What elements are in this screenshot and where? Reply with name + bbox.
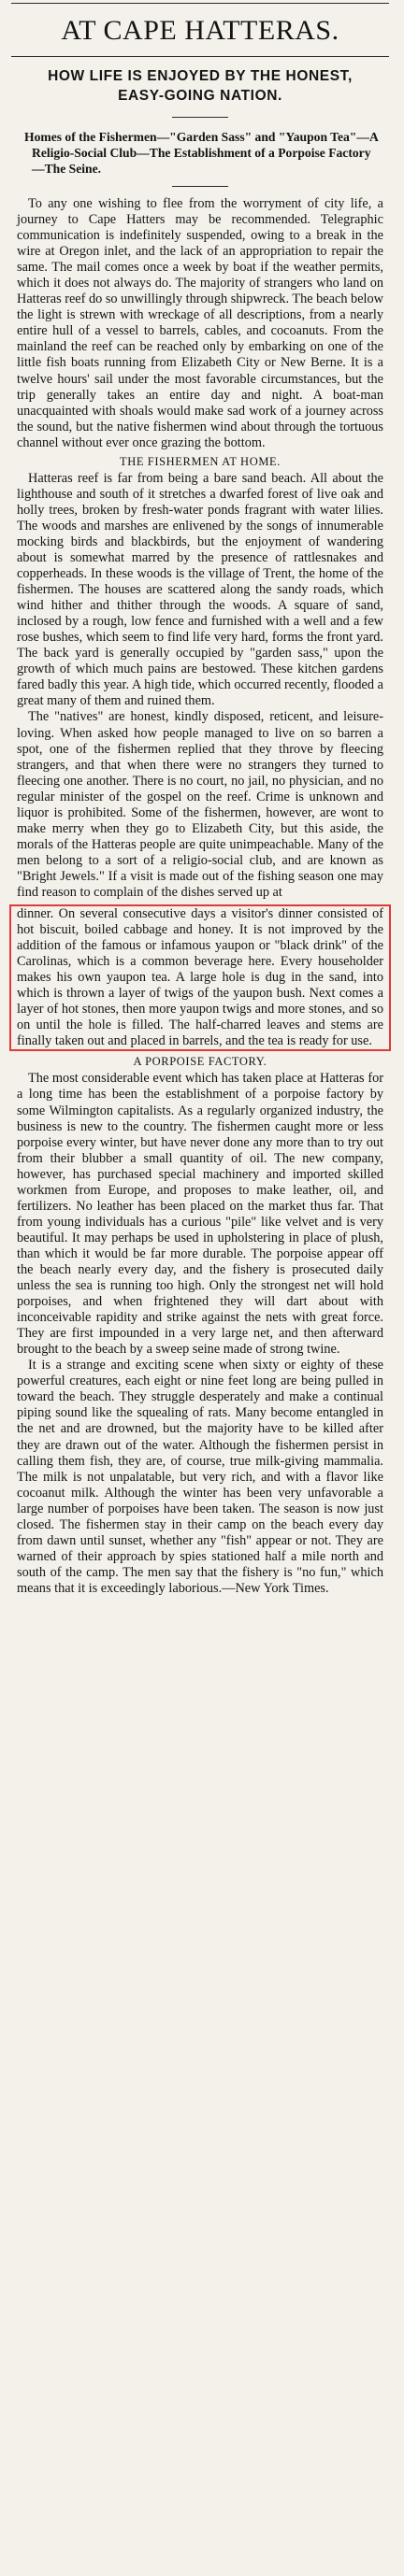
- top-rule: [11, 3, 389, 4]
- paragraph-home-2: The "natives" are honest, kindly disposed, reticent, and leisure-loving. When asked how people managed to live on so barren a spot, one of the fishermen replied that they throve by fleecing strangers, and that when there were no strangers they turned to fleecing one another. There is no court, no jail, no physician, and no regular minister of the gospel on the reef. Crime is unknown and liquor is prohibited. Some of the fishermen, however, are wont to make merry when they go to Elizabeth City, but this aside, the morals of the Hatteras people are quite unimpeachable. Many of the men belong to a sort of a religio-social club, and are known as "Bright Jewels." If a visit is made out of the fishing season one may find reason to complain of the dishes served up at: [17, 709, 383, 900]
- article-deck: Homes of the Fishermen—"Garden Sass" and "Yaupon Tea"—A Religio-Social Club—The Establishment of a Porpoise Factory—The Seine.: [24, 130, 379, 176]
- paragraph-factory-1: The most considerable event which has taken place at Hatteras for a long time has been the establishment of a porpoise factory by some Wilmington capitalists. As a regularly organized industry, the business is new to the country. The fishermen caught more or less porpoise every winter, but have never done any more than to try out from their blubber a small quantity of oil. The new company, however, has purchased special machinery and imported skilled workmen from Europe, and proposes to make leather, oil, and fertilizers. No leather has been placed on the market thus far. That from young individuals has a curious "pile" like velvet and is very beautiful. It may perhaps be used in upholstering in place of plush, than which it would be far more durable. The porpoise appear off the beach nearly every day, and the fishery is prosecuted daily unless the sea is running too high. Only the strongest net will hold porpoises, and when frightened they will dart about with inconceivable rapidity and strike against the nets with great force. They are first impounded in a very large net, and then afterward brought to the beach by a sweep seine made of strong twine.: [17, 1071, 383, 1358]
- subhead-fishermen-at-home: THE FISHERMEN AT HOME.: [119, 454, 281, 468]
- article-subtitle: HOW LIFE IS ENJOYED BY THE HONEST, EASY-GOING NATION.: [48, 68, 353, 104]
- paragraph-factory-2: It is a strange and exciting scene when sixty or eighty of these powerful creatures, each eight or nine feet long are being pulled in toward the beach. They struggle desperately and make a continual piping sound like the squealing of rats. Many become entangled in the net and are drowned, but the majority have to be killed after they are drawn out of the water. Although the fishermen persist in calling them fish, they are, of course, true milk-giving mammalia. The milk is not unpalatable, but very rich, and with a flavor like cocoanut milk. Although the winter has been very unfavorable a large number of porpoises have been taken. The season is now just closed. The fishermen stay in their camp on the beach every day from dawn until sunset, whether any "fish" appear or not. They are warned of their approach by spies stationed half a mile north and south of the camp. The men say that the fishery is "no fun," which means that it is exceedingly laborious.—New York Times.: [17, 1358, 383, 1596]
- highlighted-passage: dinner. On several consecutive days a visitor's dinner consisted of hot biscuit, boiled cabbage and honey. It is not improved by the addition of the famous or infamous yaupon or "black drink" of the Carolinas, which is a common beverage here. Every householder makes his own yaupon tea. A large hole is dug in the sand, into which is thrown a layer of twigs of the yaupon bush. Next comes a layer of hot stones, then more yaupon twigs and more stones, and so on until the hole is filled. The half-charred leaves and stems are finally taken out and placed in barrels, and the tea is ready for use.: [17, 906, 383, 1049]
- subhead-porpoise-factory: A PORPOISE FACTORY.: [133, 1055, 267, 1069]
- subtitle-rule: [172, 117, 228, 118]
- paragraph-intro: To any one wishing to flee from the worryment of city life, a journey to Cape Hatters may be recommended. Telegraphic communication is indefinitely suspended, owing to a break in the wire at Oregon inlet, and the lack of an appropriation to repair the same. The mail comes once a week by boat if the weather permits, which it does not always do. The majority of strangers who land on Hatteras reef do so unwillingly through shipwreck. The beach below the light is strewn with wreckage of all descriptions, from a nearly entire hull of a vessel to barrels, cables, and cocoanuts. From the mainland the reef can be reached only by embarking on one of the little fish boats running from Elizabeth City or New Berne. It is a twelve hours' sail under the most favorable circumstances, but the trip generally takes an entire day and night. A boat-man unacquainted with shoals would make sad work of a journey across the sound, but the native fishermen wind about through the tortuous channel without ever once grazing the bottom.: [17, 196, 383, 450]
- deck-rule: [172, 186, 228, 187]
- paragraph-home-1: Hatteras reef is far from being a bare sand beach. All about the lighthouse and south of it stretches a dwarfed forest of live oak and holly trees, broken by fresh-water ponds fragrant with water lilies. The woods and marshes are enlivened by the songs of innumerable mocking birds and blackbirds, but the enjoyment of wandering about is somewhat marred by the presence of rattlesnakes and copperheads. In these woods is the village of Trent, the home of the fishermen. The houses are scattered along the sandy roads, which wind hither and thither through the woods. A square of sand, inclosed by a rough, low fence and furnished with a well and a few rose bushes, which seem to find life very hard, forms the front yard. The back yard is generally occupied by "garden sass," upon the growth of which much pains are bestowed. These kitchen gardens fared badly this year. A high tide, which occurred recently, flooded a great many of them and ruined them.: [17, 470, 383, 709]
- article-title: AT CAPE HATTERAS.: [61, 15, 339, 46]
- title-rule: [11, 56, 389, 57]
- highlighted-passage-box: [9, 904, 391, 1051]
- newspaper-clipping: [0, 3, 404, 2576]
